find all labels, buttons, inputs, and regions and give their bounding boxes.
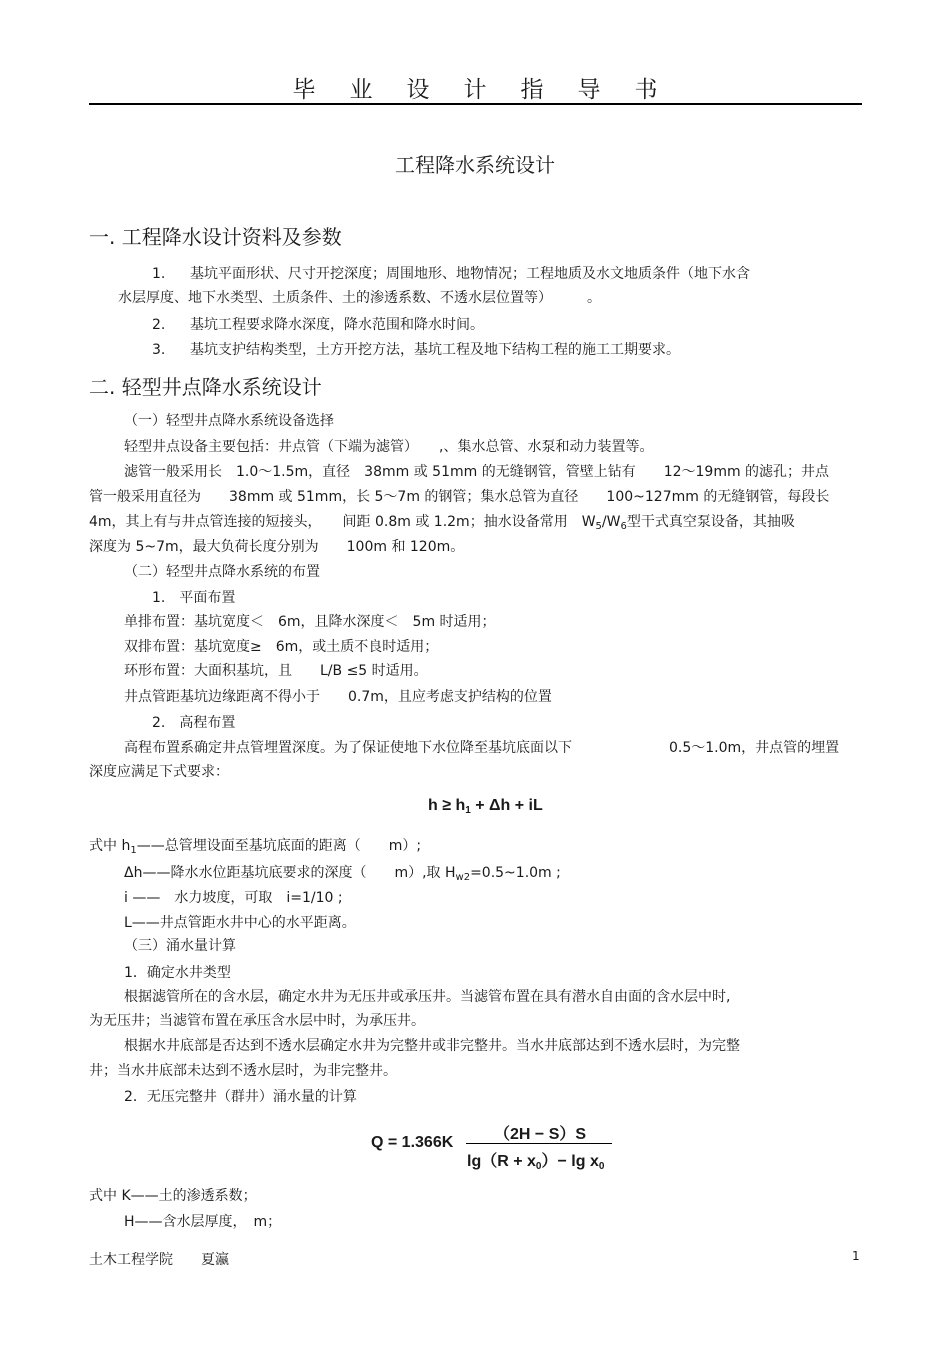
variable-definition: 式中 $h_1——$总管埋设面至基坑底面的距离（ m）; [89, 838, 422, 856]
paragraph-line: 4m，其上有与井点管连接的短接头， 间距 0.8m 或 1.2m；抽水设备常用 $W_5/W_6$型干式真空泵设备，其抽吸 [89, 514, 795, 532]
variable-definition: H——含水层厚度， m； [124, 1214, 282, 1230]
paragraph-line: 井点管距基坑边缘距离不得小于 0.7m，且应考虑支护结构的位置 [124, 689, 552, 705]
variable-definition: Δh——降水水位距基坑底要求的深度（ m）,取 $H_{w2}=0.5\sim 1.0m$ ; [124, 865, 561, 883]
paragraph-line: 为无压井；当滤管布置在承压含水层中时，为承压井。 [89, 1013, 425, 1029]
paragraph-line: 滤管一般采用长 1.0～1.5m，直径 38mm 或 51mm 的无缝钢管，管壁上钻有 12～19mm 的滤孔；井点 [124, 464, 830, 480]
subsection-heading: （一）轻型井点降水系统设备选择 [124, 413, 334, 429]
item-heading: 2. 高程布置 [152, 715, 236, 731]
paragraph: 轻型井点设备主要包括：井点管（下端为滤管） ,、集水总管、水泵和动力装置等。 [124, 439, 654, 455]
subsection-heading: （二）轻型井点降水系统的布置 [124, 564, 320, 580]
paragraph-line: 深度应满足下式要求： [89, 764, 229, 780]
running-header: 毕业设计指导书 [292, 77, 692, 103]
document-title: 工程降水系统设计 [395, 153, 555, 177]
paragraph-line: 深度为 5~7m，最大负荷长度分别为 100m 和 120m。 [89, 539, 465, 555]
subsection-heading: （三）涌水量计算 [124, 938, 236, 954]
list-item-continuation: 水层厚度、地下水类型、土质条件、土的渗透系数、不透水层位置等） 。 [118, 290, 601, 306]
fraction-bar [466, 1143, 612, 1144]
paragraph-line: 环形布置：大面积基坑，且 L/B ≤5 时适用。 [124, 663, 428, 679]
footer-author: 土木工程学院 夏瀛 [89, 1252, 229, 1268]
section-heading-1: 一. 工程降水设计资料及参数 [89, 225, 342, 249]
list-item: 1. 基坑平面形状、尺寸开挖深度；周围地形、地物情况；工程地质及水文地质条件（地下水含 [152, 266, 750, 282]
paragraph-line: 根据滤管所在的含水层，确定水井为无压井或承压井。当滤管布置在具有潜水自由面的含水层中时, [124, 989, 731, 1005]
header-rule [89, 103, 862, 105]
formula-denominator: $\lg(R + x_0)- \lg x_0$ [467, 1153, 605, 1172]
paragraph-line: 0.5～1.0m，井点管的埋置 [669, 740, 840, 756]
item-heading: 1. 平面布置 [152, 590, 236, 606]
formula-well-depth: $h \ge h_1 + \Delta h$ + iL [428, 797, 543, 816]
formula-numerator: （2H − S）S [494, 1126, 587, 1143]
section-heading-2: 二. 轻型井点降水系统设计 [89, 375, 322, 399]
paragraph-line: 双排布置：基坑宽度≥ 6m，或土质不良时适用； [124, 639, 439, 655]
list-item: 3. 基坑支护结构类型，土方开挖方法，基坑工程及地下结构工程的施工工期要求。 [152, 342, 680, 358]
variable-definition: i —— 水力坡度，可取 i=1/10 ; [124, 890, 343, 906]
item-heading: 2．无压完整井（群井）涌水量的计算 [124, 1089, 357, 1105]
formula-lhs: Q = 1.366K [371, 1134, 454, 1151]
paragraph-line: 根据水井底部是否达到不透水层确定水井为完整井或非完整井。当水井底部达到不透水层时，为完整 [124, 1038, 740, 1054]
variable-definition: 式中 K——土的渗透系数； [89, 1188, 257, 1204]
paragraph-line: 管一般采用直径为 38mm 或 51mm，长 5～7m 的钢管；集水总管为直径 100~127mm 的无缝钢管，每段长 [89, 489, 830, 505]
page-number: 1 [852, 1249, 860, 1263]
paragraph-line: 井；当水井底部未达到不透水层时，为非完整井。 [89, 1063, 397, 1079]
paragraph-line: 单排布置：基坑宽度＜ 6m，且降水深度＜ 5m 时适用； [124, 614, 496, 630]
item-heading: 1．确定水井类型 [124, 965, 231, 981]
variable-definition: L——井点管距水井中心的水平距离。 [124, 915, 356, 931]
paragraph-line: 高程布置系确定井点管埋置深度。为了保证使地下水位降至基坑底面以下 [124, 740, 572, 756]
list-item: 2. 基坑工程要求降水深度，降水范围和降水时间。 [152, 317, 484, 333]
